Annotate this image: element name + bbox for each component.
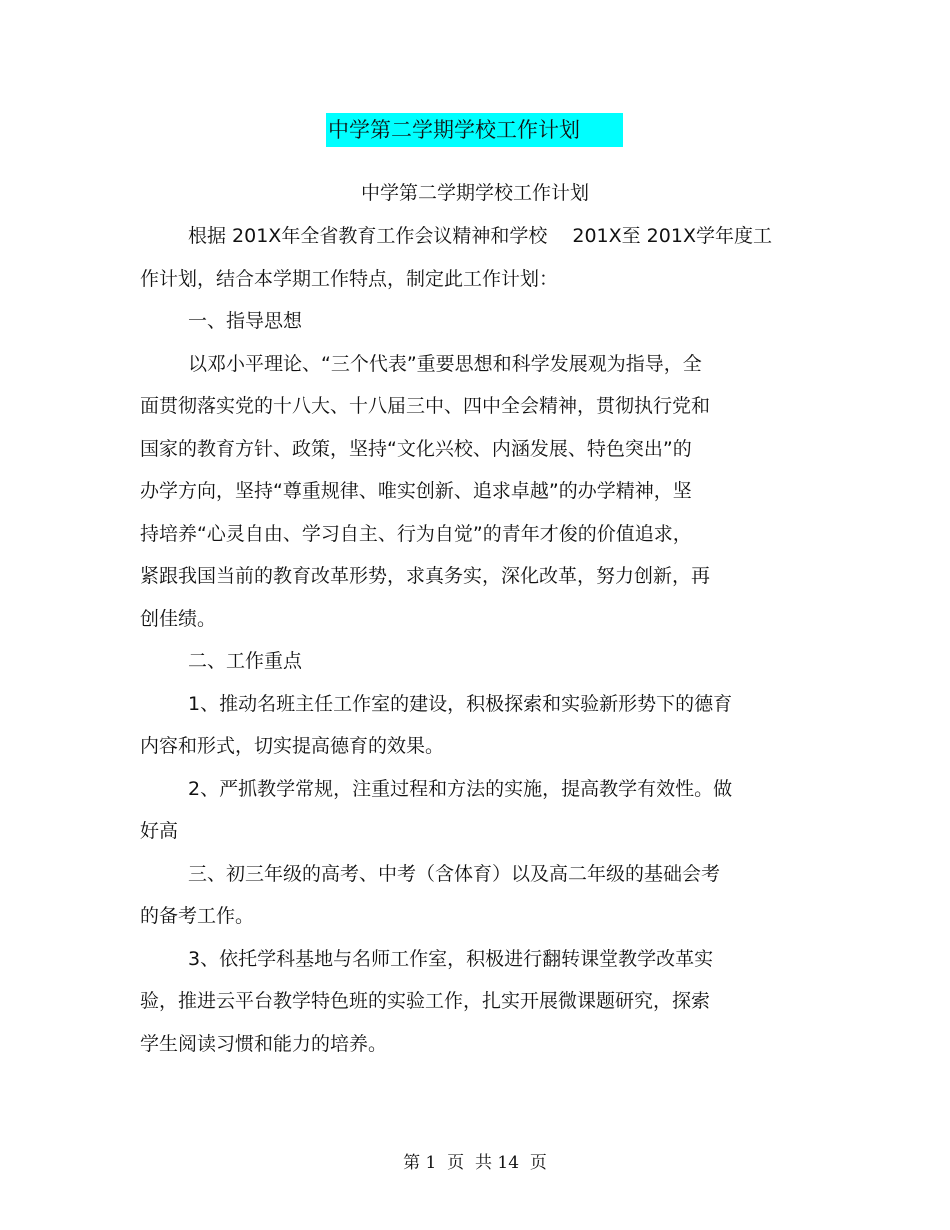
paragraph-line: 国家的教育方针、政策，坚持“文化兴校、内涵发展、特色突出”的	[140, 438, 692, 460]
paragraph-line: 紧跟我国当前的教育改革形势，求真务实，深化改革，努力创新，再	[140, 565, 711, 587]
paragraph-line: 学生阅读习惯和能力的培养。	[140, 1033, 388, 1055]
paragraph-line: 办学方向，坚持“尊重规律、唯实创新、追求卓越”的办学精神，坚	[140, 480, 692, 502]
paragraph-line: 好高	[140, 820, 179, 842]
paragraph-line: 验，推进云平台教学特色班的实验工作，扎实开展微课题研究，探索	[140, 990, 711, 1012]
paragraph-line: 以邓小平理论、“三个代表”重要思想和科学发展观为指导，全	[188, 353, 702, 375]
paragraph-line: 三、初三年级的高考、中考（含体育）以及高二年级的基础会考	[188, 863, 721, 885]
highlighted-title: 中学第二学期学校工作计划	[326, 113, 623, 147]
paragraph-line: 持培养“心灵自由、学习自主、行为自觉”的青年才俊的价值追求，	[140, 523, 692, 545]
paragraph-line: 根据 201X年全省教育工作会议精神和学校 201X至 201X学年度工	[188, 225, 772, 247]
paragraph-line: 创佳绩。	[140, 608, 217, 630]
document-subtitle: 中学第二学期学校工作计划	[360, 182, 589, 204]
paragraph-line: 1、推动名班主任工作室的建设，积极探索和实验新形势下的德育	[188, 693, 733, 715]
paragraph-line: 2、严抓教学常规，注重过程和方法的实施，提高教学有效性。做	[188, 778, 733, 800]
paragraph-line: 的备考工作。	[140, 905, 255, 927]
section-heading: 一、指导思想	[188, 310, 303, 332]
paragraph-line: 3、依托学科基地与名师工作室，积极进行翻转课堂教学改革实	[188, 948, 714, 970]
section-heading: 二、工作重点	[188, 650, 303, 672]
paragraph-line: 内容和形式，切实提高德育的效果。	[140, 735, 445, 757]
paragraph-line: 作计划，结合本学期工作特点，制定此工作计划：	[140, 268, 559, 290]
paragraph-line: 面贯彻落实党的十八大、十八届三中、四中全会精神，贯彻执行党和	[140, 395, 711, 417]
page-number-footer: 第 1 页 共 14 页	[403, 1153, 547, 1173]
